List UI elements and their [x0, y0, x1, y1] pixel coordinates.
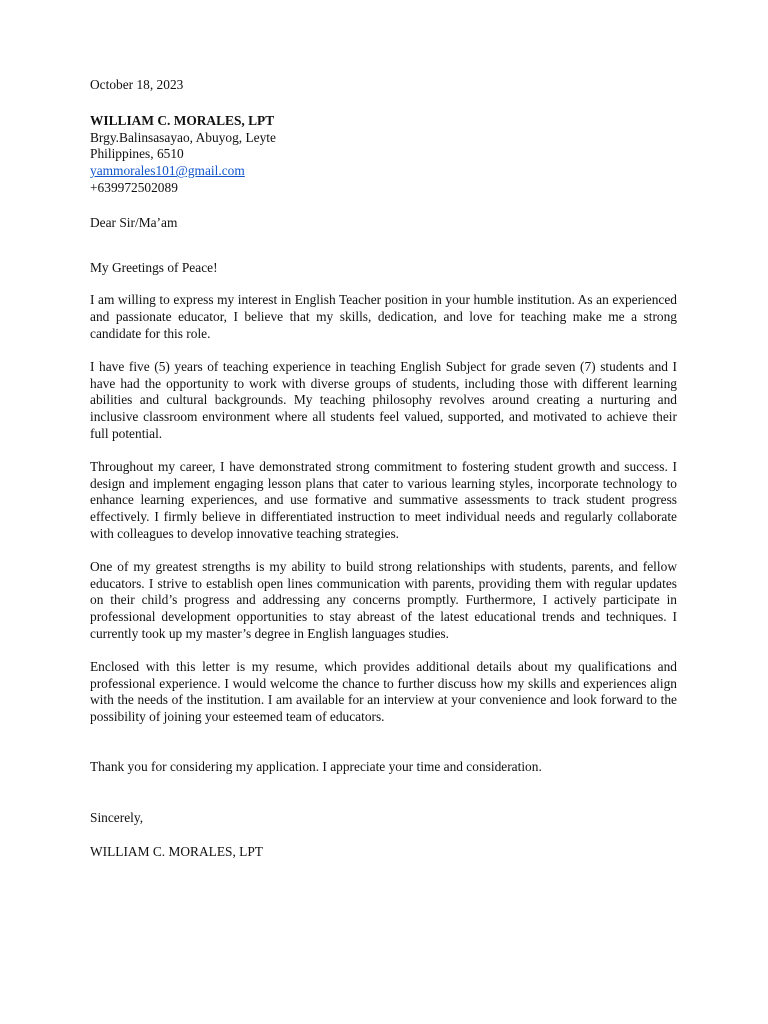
signature-name: WILLIAM C. MORALES, LPT: [90, 843, 263, 859]
sender-email-link[interactable]: yammorales101@gmail.com: [90, 163, 245, 179]
body-paragraph-4: One of my greatest strengths is my ability to build strong relationships with students, parents, and fellow educators. I strive to establish open lines communication with parents, providing them with regular updates on their child’s progress and addressing any concerns promptly. Furthermore, I actively participate in professional development opportunities to stay abreast of the latest educational trends and techniques. I currently took up my master’s degree in English languages studies.: [90, 558, 677, 641]
salutation: Dear Sir/Ma’am: [90, 214, 178, 230]
sender-block: [90, 113, 677, 197]
sender-address-line2: Philippines, 6510: [90, 146, 184, 162]
body-paragraph-2: I have five (5) years of teaching experience in teaching English Subject for grade seven (7) students and I have had the opportunity to work with diverse groups of students, including those with different learning abilities and cultural backgrounds. My teaching philosophy revolves around creating a nurturing and inclusive classroom environment where all students feel valued, supported, and motivated to achieve their full potential.: [90, 358, 677, 441]
letter-date: October 18, 2023: [90, 77, 184, 92]
closing: Sincerely,: [90, 809, 144, 825]
sender-phone: +639972502089: [90, 179, 178, 195]
body-paragraph-5: Enclosed with this letter is my resume, which provides additional details about my qualifications and professional experience. I would welcome the chance to further discuss how my skills and experiences align with the needs of the institution. I am available for an interview at your convenience and look forward to the possibility of joining your esteemed team of educators.: [90, 658, 677, 725]
body-paragraph-1: I am willing to express my interest in English Teacher position in your humble institution. As an experienced and passionate educator, I believe that my skills, dedication, and love for teaching make me a strong candidate for this role.: [90, 292, 677, 341]
sender-name: WILLIAM C. MORALES, LPT: [90, 112, 275, 128]
letter-page: [90, 77, 677, 860]
greeting: My Greetings of Peace!: [90, 259, 218, 275]
thanks-line: Thank you for considering my application. I appreciate your time and consideration.: [90, 758, 542, 774]
body-paragraph-3: Throughout my career, I have demonstrated strong commitment to fostering student growth and success. I design and implement engaging lesson plans that cater to various learning styles, incorporate technology to enhance learning experiences, and use formative and summative assessments to track student progress effectively. I firmly believe in differentiated instruction to meet individual needs and regularly collaborate with colleagues to develop innovative teaching strategies.: [90, 458, 677, 541]
sender-address-line1: Brgy.Balinsasayao, Abuyog, Leyte: [90, 129, 276, 145]
